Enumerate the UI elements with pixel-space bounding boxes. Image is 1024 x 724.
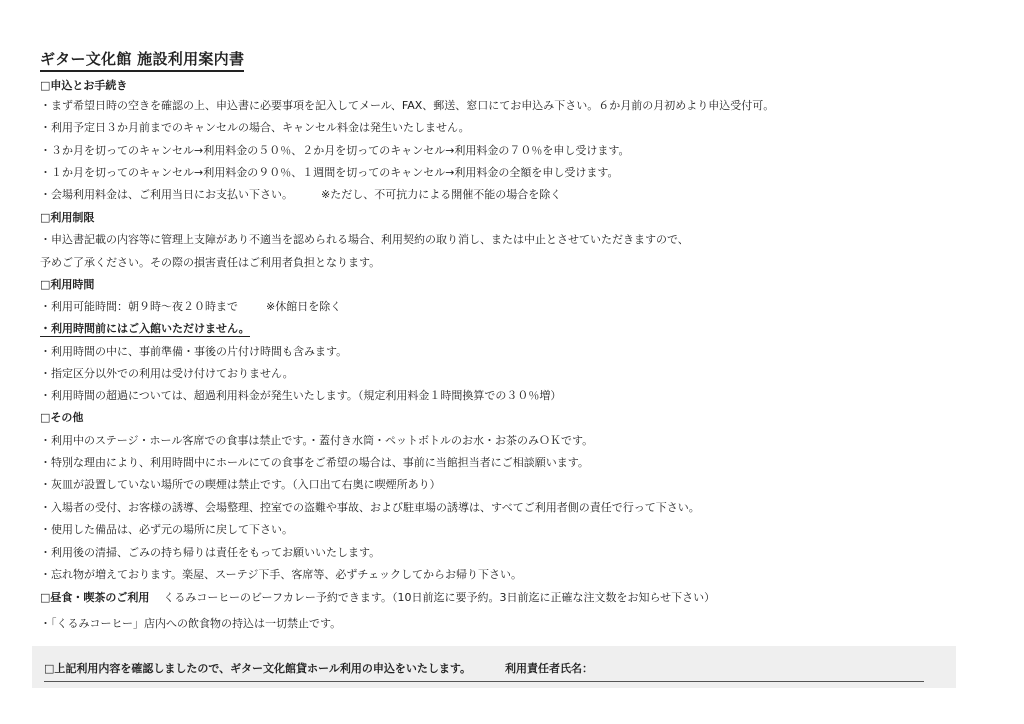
hours-warning <box>40 321 250 337</box>
hours-line-1: ・利用時間の中に、事前準備・事後の片付け時間も含みます。 <box>40 345 348 358</box>
hours-warning-text: ・利用時間前にはご入館いただけません。 <box>40 322 250 335</box>
other-line-2: ・特別な理由により、利用時間中にホールにての食事をご希望の場合は、事前に当館担当者にご相談願います。 <box>40 456 589 469</box>
payment-text: ・会場利用料金は、ご利用当日にお支払い下さい。 <box>40 188 293 201</box>
apply-line-2: ・利用予定日３か月前までのキャンセルの場合、キャンセル料金は発生いたしません。 <box>40 121 470 134</box>
restrict-line-2: 予めご了承ください。その際の損害責任はご利用者負担となります。 <box>40 256 381 269</box>
meal-line-2: ・「くるみコーヒー」店内への飲食物の持込は一切禁止です。 <box>40 617 342 630</box>
meal-line <box>40 590 715 606</box>
other-line-5: ・使用した備品は、必ず元の場所に戻して下さい。 <box>40 523 293 536</box>
section-heading-hours: □利用時間 <box>40 278 95 291</box>
restrict-line-1: ・申込書記載の内容等に管理上支障があり不適当を認められる場合、利用契約の取り消し、または中止とさせていただきますので、 <box>40 233 689 246</box>
hours-line-3: ・利用時間の超過については、超過利用料金が発生いたします。（規定利用料金１時間換算での３０％増） <box>40 389 562 402</box>
hours-available: ・利用可能時間：朝９時〜夜２０時まで <box>40 300 238 313</box>
confirmation-text: □上記利用内容を確認しましたので、ギター文化館貸ホール利用の申込をいたします。 <box>44 662 471 675</box>
meal-text: くるみコーヒーのビーフカレー予約できます。（10日前迄に要予約。3日前迄に正確な注文数をお知らせ下さい） <box>163 591 716 604</box>
confirmation-box <box>32 646 956 688</box>
section-heading-restrict: □利用制限 <box>40 211 95 224</box>
section-heading-other: □その他 <box>40 411 84 424</box>
hours-line-2: ・指定区分以外での利用は受け付けておりません。 <box>40 367 294 380</box>
signature-underline <box>44 681 924 682</box>
other-line-4: ・入場者の受付、お客様の誘導、会場整理、控室での盗難や事故、および駐車場の誘導は、すべてご利用者側の責任で行って下さい。 <box>40 501 700 514</box>
other-line-6: ・利用後の清掃、ごみの持ち帰りは責任をもってお願いいたします。 <box>40 546 381 559</box>
payment-note: ※ただし、不可抗力による開催不能の場合を除く <box>321 188 562 201</box>
confirmation-row <box>44 660 593 676</box>
section-heading-meal: □昼食・喫茶のご利用 <box>40 591 150 604</box>
hours-available-note: ※休館日を除く <box>266 300 342 313</box>
signature-label: 利用責任者氏名： <box>504 662 593 675</box>
page-title: ギター文化館 施設利用案内書 <box>40 50 244 72</box>
apply-line-1: ・まず希望日時の空きを確認の上、申込書に必要事項を記入してメール、FAX、郵送、窓口にてお申込み下さい。６か月前の月初めより申込受付可。 <box>40 99 775 112</box>
hours-available-line <box>40 299 341 315</box>
other-line-1: ・利用中のステージ・ホール客席での食事は禁止です。・蓋付き水筒・ペットボトルのお水・お茶のみＯＫです。 <box>40 434 594 447</box>
section-heading-apply: □申込とお手続き <box>40 79 128 92</box>
apply-payment-line <box>40 187 561 203</box>
apply-line-3: ・３か月を切ってのキャンセル→利用料金の５０％、２か月を切ってのキャンセル→利用料金の７０％を申し受けます。 <box>40 144 630 157</box>
apply-line-4: ・１か月を切ってのキャンセル→利用料金の９０％、１週間を切ってのキャンセル→利用料金の全額を申し受けます。 <box>40 166 619 179</box>
other-line-7: ・忘れ物が増えております。楽屋、スーテジ下手、客席等、必ずチェックしてからお帰り下さい。 <box>40 568 523 581</box>
other-line-3: ・灰皿が設置していない場所での喫煙は禁止です。（入口出て右奥に喫煙所あり） <box>40 478 441 491</box>
